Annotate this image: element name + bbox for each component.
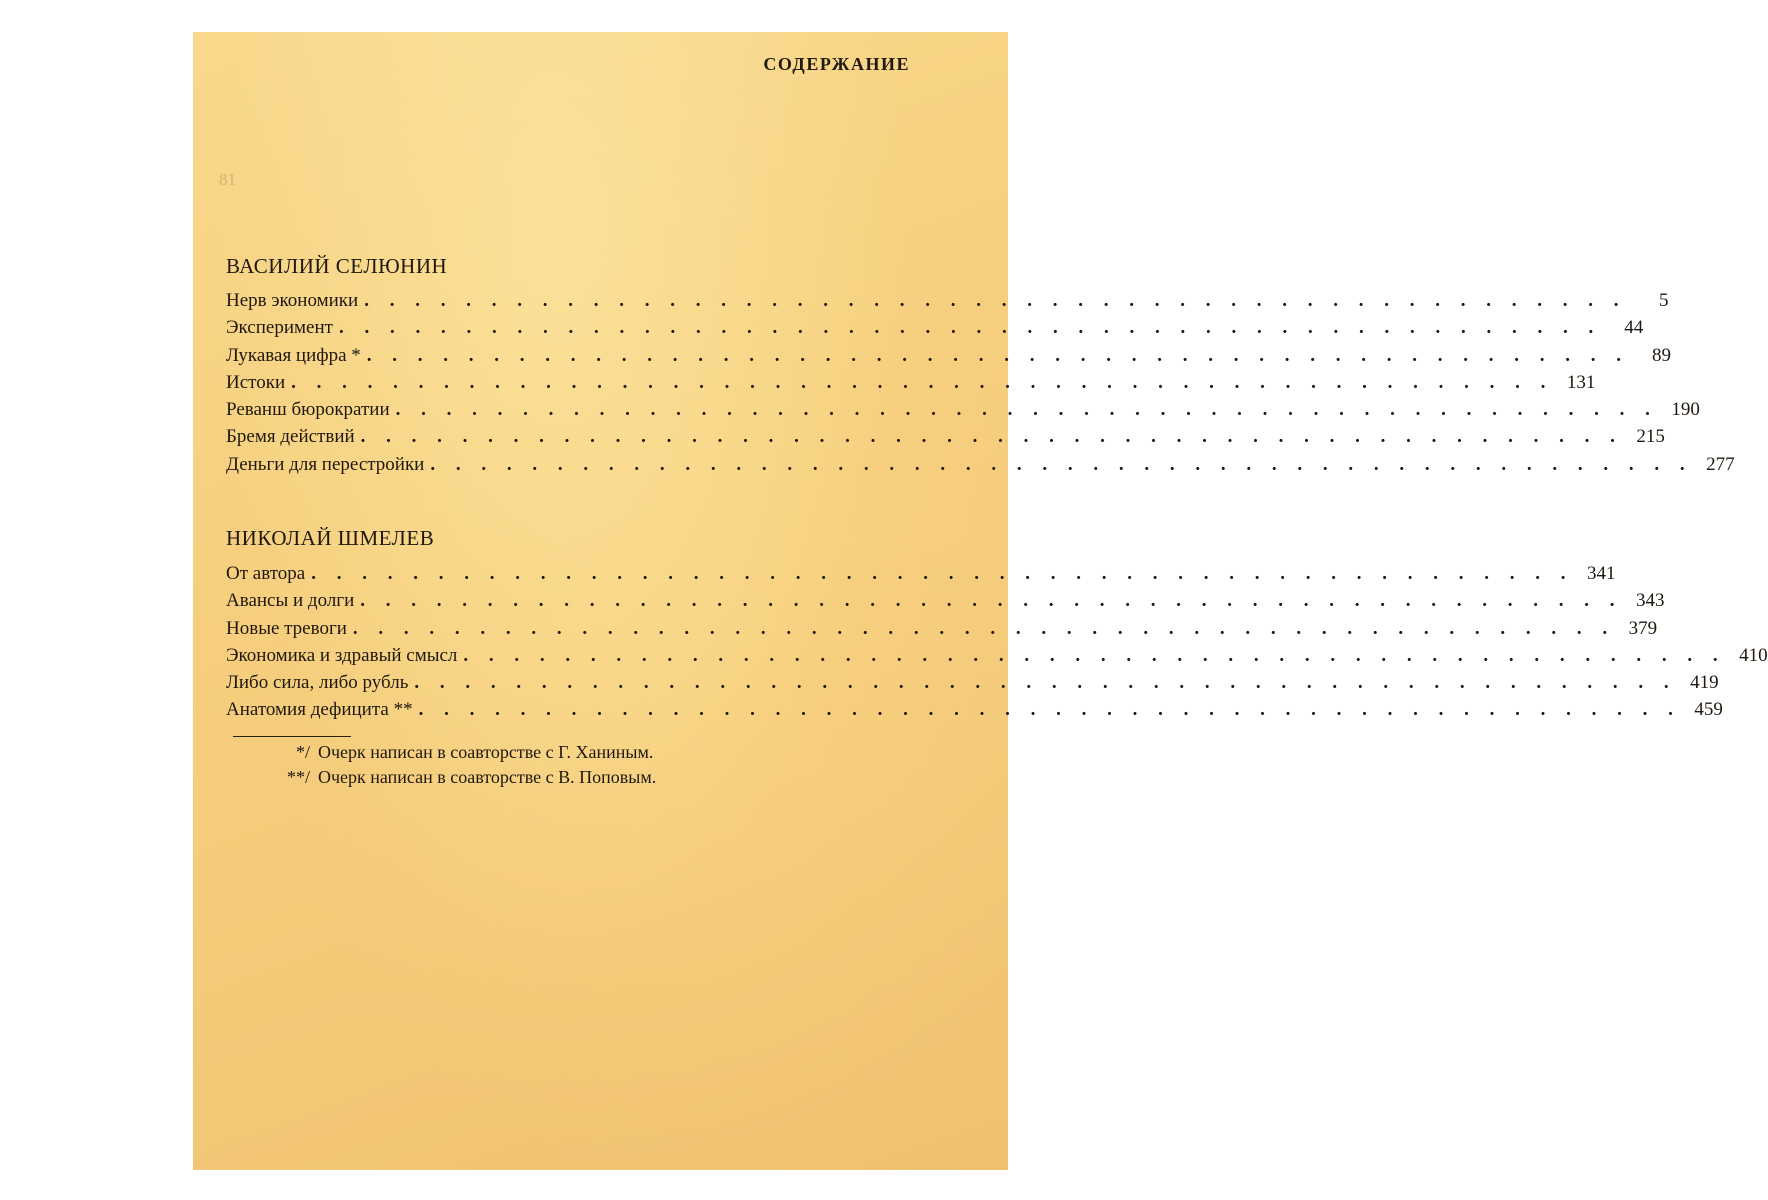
toc-entry (226, 371, 1596, 399)
toc-entry-title: Реванш бюрократии (226, 399, 390, 421)
toc-entry (226, 290, 1669, 317)
dot-leader: . . . . . . . . . . . . . . . . . . . . . . . . . . . . . . . . . . . . . . . . . . . . . . . . . . (366, 344, 1630, 366)
footnote (253, 742, 656, 767)
toc-entry-title: Новые тревоги (226, 617, 347, 639)
toc-entry (226, 453, 1735, 481)
toc-entry (226, 563, 1616, 590)
dot-leader: . . . . . . . . . . . . . . . . . . . . . . . . . . . . . . . . . . . . . . . . . . . . . . . . . . (463, 644, 1726, 666)
toc-list-1 (226, 290, 1735, 481)
toc-entry (226, 699, 1723, 726)
dot-leader: . . . . . . . . . . . . . . . . . . . . . . . . . . . . . . . . . . . . . . . . . . . . . . . . . . (414, 672, 1677, 694)
dot-leader: . . . . . . . . . . . . . . . . . . . . . . . . . . . . . . . . . . . . . . . . . . . . . . . . . . (352, 617, 1616, 639)
toc-entry-page: 44 (1624, 317, 1644, 339)
toc-entry-page: 343 (1636, 590, 1665, 612)
toc-entry (226, 617, 1658, 645)
toc-entry (226, 426, 1665, 453)
footnote-mark: **/ (286, 767, 310, 787)
toc-entry-page: 410 (1739, 644, 1768, 666)
dot-leader: . . . . . . . . . . . . . . . . . . . . . . . . . . . . . . . . . . . . . . . . . . . . . . . . . . (338, 317, 1602, 339)
author-heading-1: ВАСИЛИЙ СЕЛЮНИН (226, 254, 448, 278)
toc-entry (226, 344, 1672, 372)
toc-entry (226, 317, 1644, 344)
toc-entry-page: 215 (1636, 426, 1665, 448)
toc-entry-page: 341 (1586, 563, 1616, 584)
faint-page-mark: 81 (219, 170, 236, 189)
footnote-mark: */ (295, 742, 310, 762)
dot-leader: . . . . . . . . . . . . . . . . . . . . . . . . . . . . . . . . . . . . . . . . . . . . . . . . . . (430, 453, 1693, 475)
toc-entry-title: Истоки (226, 371, 286, 393)
toc-entry-page: 277 (1706, 453, 1735, 475)
toc-entry-title: Экономика и здравый смысл (226, 644, 458, 666)
page-header: СОДЕРЖАНИЕ (763, 54, 910, 74)
book-page (193, 32, 1768, 1170)
toc-entry-title: Эксперимент (226, 317, 333, 339)
footnote-text: Очерк написан в соавторстве с В. Поповым. (318, 767, 657, 787)
toc-entry-title: Бремя действий (226, 426, 355, 448)
dot-leader: . . . . . . . . . . . . . . . . . . . . . . . . . . . . . . . . . . . . . . . . . . . . . . . . . . (418, 699, 1681, 721)
toc-entry-page: 419 (1690, 672, 1719, 694)
toc-entry-title: Анатомия дефицита ** (226, 699, 413, 721)
toc-entry-title: Деньги для перестройки (226, 453, 425, 475)
toc-entry (226, 399, 1700, 426)
toc-entry-page: 190 (1671, 399, 1700, 421)
footnote-rule (233, 736, 351, 737)
toc-entry-page: 131 (1566, 371, 1596, 393)
toc-entry-page: 459 (1694, 699, 1723, 721)
footnote (253, 767, 656, 792)
dot-leader: . . . . . . . . . . . . . . . . . . . . . . . . . . . . . . . . . . . . . . . . . . . . . . . . . . (291, 371, 1554, 393)
dot-leader: . . . . . . . . . . . . . . . . . . . . . . . . . . . . . . . . . . . . . . . . . . . . . . . . . . (311, 563, 1574, 584)
toc-entry-page: 5 (1658, 290, 1669, 311)
footnote-text: Очерк написан в соавторстве с Г. Ханиным. (318, 742, 654, 762)
toc-entry (226, 590, 1665, 617)
toc-entry-title: От автора (226, 563, 306, 584)
dot-leader: . . . . . . . . . . . . . . . . . . . . . . . . . . . . . . . . . . . . . . . . . . . . . . . . . . (360, 590, 1623, 612)
footnotes (253, 742, 656, 792)
toc-entry (226, 644, 1768, 672)
toc-entry-title: Лукавая цифра * (226, 344, 361, 366)
dot-leader: . . . . . . . . . . . . . . . . . . . . . . . . . . . . . . . . . . . . . . . . . . . . . . . . . . (360, 426, 1623, 448)
toc-entry-title: Нерв экономики (226, 290, 359, 311)
dot-leader: . . . . . . . . . . . . . . . . . . . . . . . . . . . . . . . . . . . . . . . . . . . . . . . . . . (395, 399, 1658, 421)
toc-list-2 (226, 563, 1768, 727)
toc-entry (226, 672, 1719, 699)
toc-entry-title: Авансы и долги (226, 590, 355, 612)
toc-entry-page: 89 (1652, 344, 1672, 366)
toc-entry-page: 379 (1628, 617, 1658, 639)
author-heading-2: НИКОЛАЙ ШМЕЛЕВ (226, 526, 435, 550)
toc-entry-title: Либо сила, либо рубль (226, 672, 409, 694)
dot-leader: . . . . . . . . . . . . . . . . . . . . . . . . . . . . . . . . . . . . . . . . . . . . . . . . . . (364, 290, 1627, 311)
